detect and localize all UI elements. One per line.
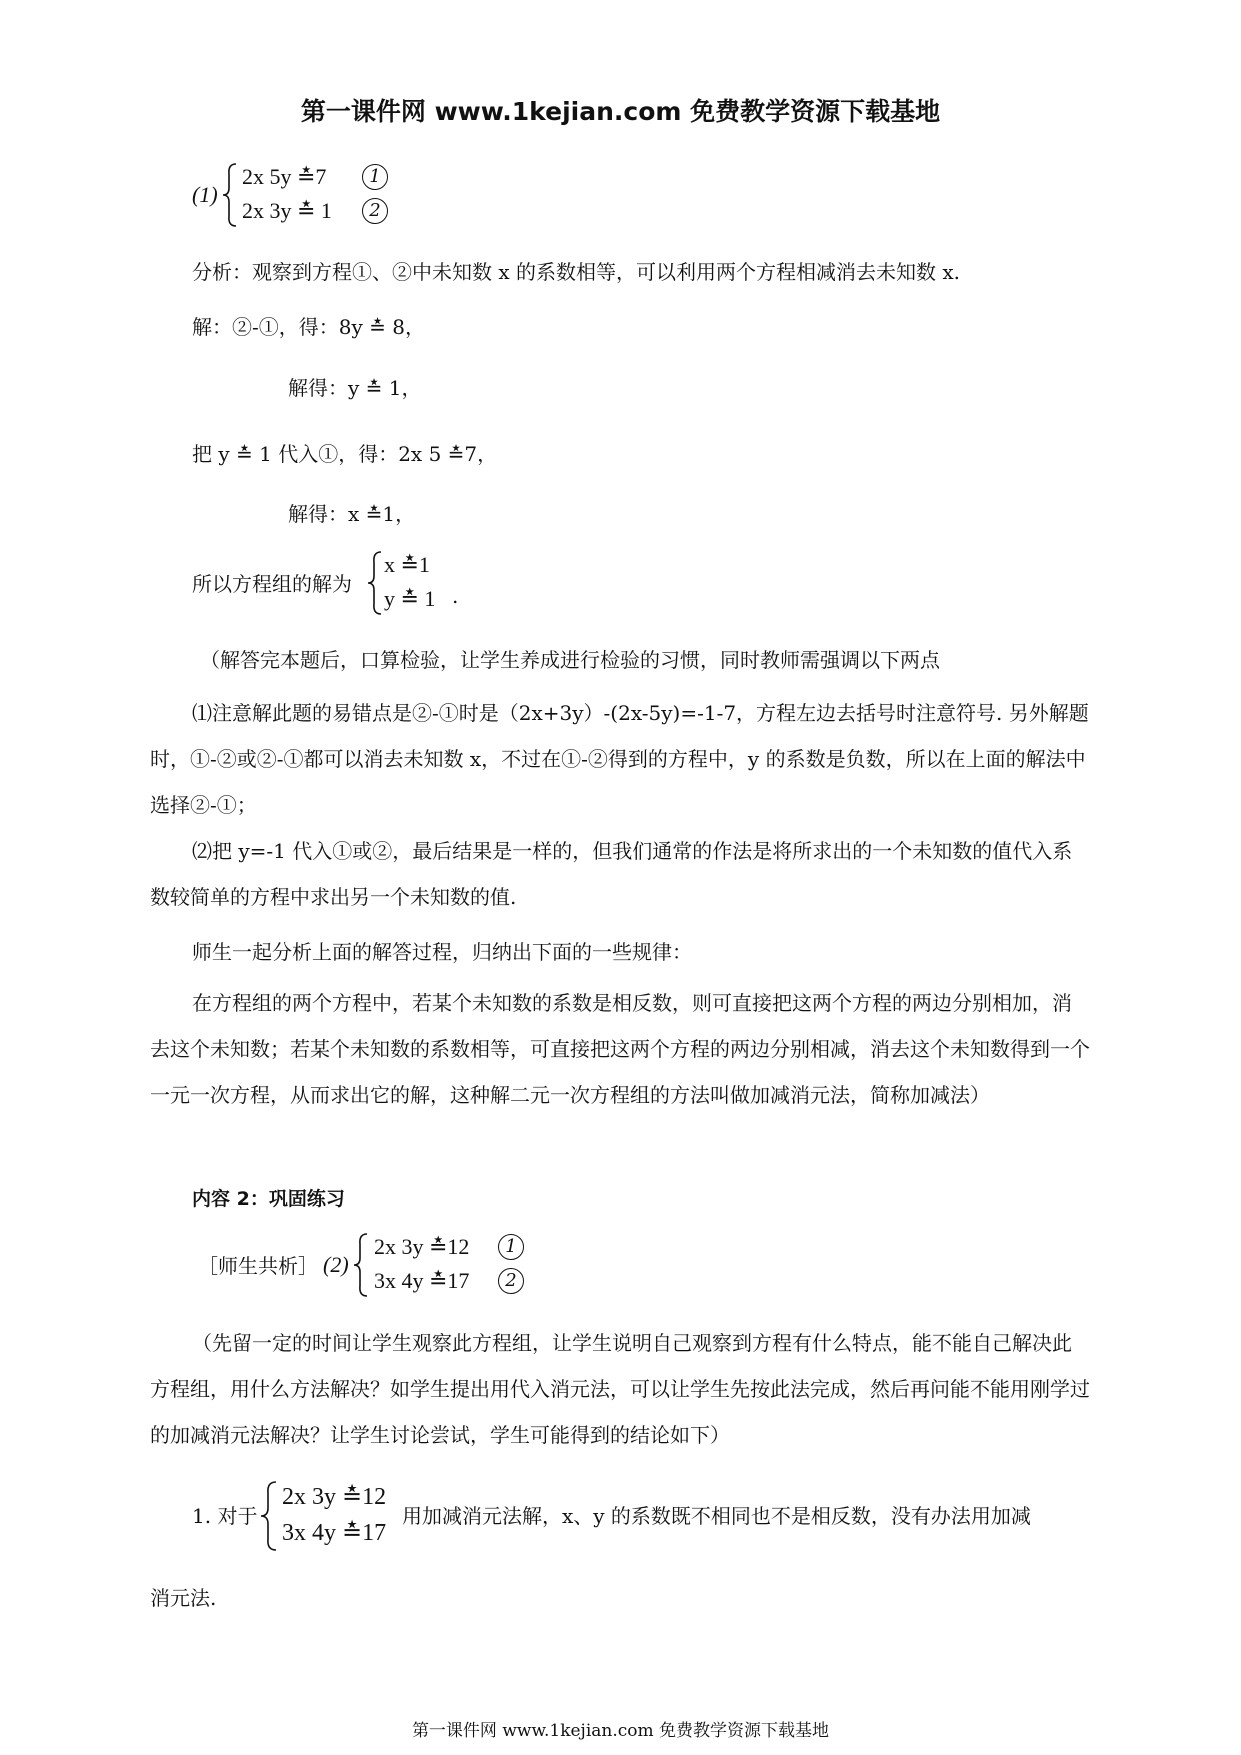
equation-line-1: 2x 3y ≛12 [374,1234,470,1259]
summary-intro: 师生一起分析上面的解答过程，归纳出下面的一些规律： [192,940,692,964]
point-equation-line-2: 3x 4y ≛17 [282,1520,387,1546]
point-prefix: 1. 对于 [192,1504,258,1528]
brace-icon [353,1232,369,1298]
solution-set [192,548,512,618]
circled-number-1: 1 [362,164,388,190]
equation-line-2: 3x 4y ≛17 [374,1268,470,1293]
equation-line-1: 2x 5y ≛7 [242,164,327,189]
solution-line-1: x ≛1 [384,552,430,577]
circled-number-2: 2 [498,1268,524,1294]
solution-step-4: 解得：x ≛1， [288,502,416,526]
discussion-text: （先留一定的时间让学生观察此方程组，让学生说明自己观察到方程有什么特点，能不能自己解决此方程组，用什么方法解决？如学生提出用代入消元法，可以让学生先按此法完成，然后再问能不能用刚学过的加减消元法解决？让学生讨论尝试，学生可能得到的结论如下） [150,1331,1090,1447]
brace-icon [222,162,238,228]
conclusion-point-1 [192,1478,1092,1554]
solution-prefix: 所以方程组的解为 [192,572,352,596]
equation-label: (2) [323,1252,349,1277]
discussion-prefix: ［师生共析］ [198,1254,318,1278]
point-text: 用加减消元法解，x、y 的系数既不相同也不是相反数，没有办法用加减 [402,1504,1031,1528]
brace-icon [367,550,383,616]
solution-step-3: 把 y ≛ 1 代入①，得：2x 5 ≛7， [192,442,498,466]
equation-system-1 [192,160,432,230]
summary-text: 在方程组的两个方程中，若某个未知数的系数是相反数，则可直接把这两个方程的两边分别相加，消去这个未知数；若某个未知数的系数相等，可直接把这两个方程的两边分别相减，消去这个未知数得到一个一元一次方程，从而求出它的解，这种解二元一次方程组的方法叫做加减消元法，简称加减法） [150,991,1090,1107]
note-point-1: ⑴注意解此题的易错点是②-①时是（2x+3y）-(2x-5y)=-1-7，方程左边去括号时注意符号. 另外解题时，①-②或②-①都可以消去未知数 x，不过在①-②得到的方程中，y 的系数是负数，所以在上面的解法中选择②-①； [150,701,1089,817]
solution-line-2: y ≛ 1 [384,586,436,611]
solution-step-2: 解得：y ≛ 1， [288,376,422,400]
solution-suffix: . [452,584,459,608]
analysis-text: 分析：观察到方程①、②中未知数 x 的系数相等，可以利用两个方程相减消去未知数 x. [192,260,960,284]
equation-label: (1) [192,182,218,207]
brace-icon [260,1480,278,1552]
note-intro: （解答完本题后，口算检验，让学生养成进行检验的习惯，同时教师需强调以下两点 [200,648,940,672]
point-equation-line-1: 2x 3y ≛12 [282,1484,387,1510]
equation-line-2: 2x 3y ≛ 1 [242,198,332,223]
page-header: 第一课件网 www.1kejian.com 免费教学资源下载基地 [300,97,941,126]
solution-step-1: 解：②-①，得：8y ≛ 8， [192,315,425,339]
note-point-2: ⑵把 y=-1 代入①或②，最后结果是一样的，但我们通常的作法是将所求出的一个未知数的值代入系数较简单的方程中求出另一个未知数的值. [150,839,1073,909]
circled-number-2: 2 [362,198,388,224]
section-title: 内容 2：巩固练习 [192,1188,345,1210]
circled-number-1: 1 [498,1234,524,1260]
page-footer: 第一课件网 www.1kejian.com 免费教学资源下载基地 [411,1721,830,1741]
point-tail: 消元法. [150,1586,217,1610]
equation-system-2 [198,1230,538,1300]
